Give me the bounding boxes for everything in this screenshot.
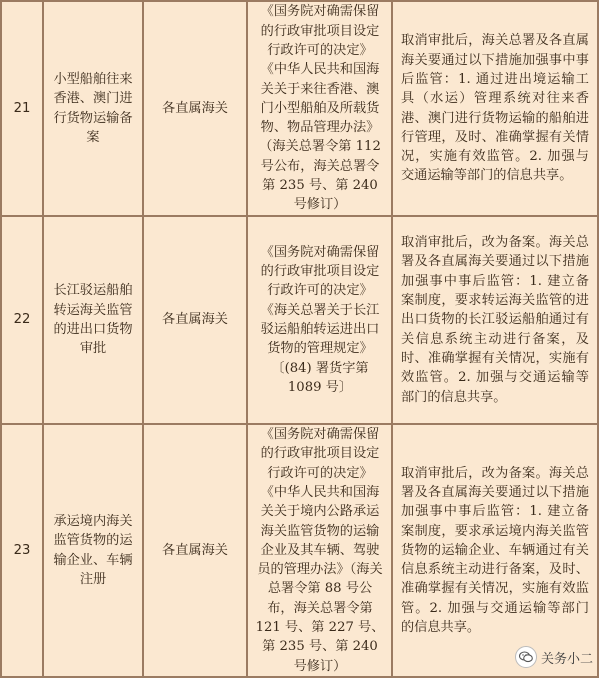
legal-basis-text: 《国务院对确需保留的行政审批项目设定行政许可的决定》 《中华人民共和国海关关于境内公路承运海关监管货物的运输企业及其车辆、驾驶员的管理办法》（海关总署令第 88 号公布，海关总署令第 121 号、第 227 号、第 235 号、第 240 号修订） — [255, 427, 385, 674]
item-name-text: 小型船舶往来香港、澳门进行货物运输备案 — [53, 71, 133, 145]
item-name — [43, 1, 143, 216]
implementing-org: 各直属海关 — [143, 424, 247, 677]
table-row — [1, 216, 598, 424]
item-name-text: 长江驳运船舶转运海关监管的进出口货物审批 — [53, 283, 133, 357]
supervision-measures-text: 取消审批后，改为备案。海关总署及各直属海关要通过以下措施加强事中事后监管：1. 建立备案制度，要求承运境内海关监管货物的运输企业、车辆通过有关信息系统主动进行备案，及时、准确掌握有关情况，实施有效监管。2. 加强与交通运输等部门的信息共享。 — [401, 465, 589, 636]
legal-basis — [247, 1, 392, 216]
supervision-measures — [392, 424, 598, 677]
table-row — [1, 424, 598, 677]
item-number: 23 — [1, 424, 43, 677]
supervision-measures-text: 取消审批后，海关总署及各直属海关要通过以下措施加强事中事后监管：1. 通过进出境运输工具（水运）管理系统对往来香港、澳门进行货物运输的船舶进行管理，及时、准确掌握有关情况，实施有效监管。2. 加强与交通运输等部门的信息共享。 — [401, 33, 589, 184]
legal-basis-text: 《国务院对确需保留的行政审批项目设定行政许可的决定》 《中华人民共和国海关关于来往香港、澳门小型船舶及所载货物、物品管理办法》（海关总署令第 112 号公布，海关总署令第 235 号、第 240 号修订） — [259, 4, 381, 213]
wechat-icon — [515, 646, 537, 668]
legal-basis — [247, 424, 392, 677]
implementing-org: 各直属海关 — [143, 216, 247, 424]
table-row — [1, 1, 598, 216]
legal-basis — [247, 216, 392, 424]
watermark-text: 关务小二 — [540, 651, 593, 667]
supervision-measures-text: 取消审批后，改为备案。海关总署及各直属海关要通过以下措施加强事中事后监管：1. 建立备案制度，要求转运海关监管的进出口货物的长江驳运船舶通过有关信息系统主动进行备案，及时、准确掌握有关情况，实施有效监管。2. 加强与交通运输等部门的信息共享。 — [401, 235, 589, 405]
item-name — [43, 216, 143, 424]
item-number: 22 — [1, 216, 43, 424]
item-name — [43, 424, 143, 677]
legal-basis-text: 《国务院对确需保留的行政审批项目设定行政许可的决定》 《海关总署关于长江驳运船舶转运进出口货物的管理规定》〔(84) 署货字第 1089 号〕 — [260, 244, 380, 395]
supervision-measures — [392, 1, 598, 216]
supervision-measures — [392, 216, 598, 424]
item-number: 21 — [1, 1, 43, 216]
implementing-org: 各直属海关 — [143, 1, 247, 216]
watermark — [515, 646, 593, 668]
item-name-text: 承运境内海关监管货物的运输企业、车辆注册 — [53, 513, 133, 587]
